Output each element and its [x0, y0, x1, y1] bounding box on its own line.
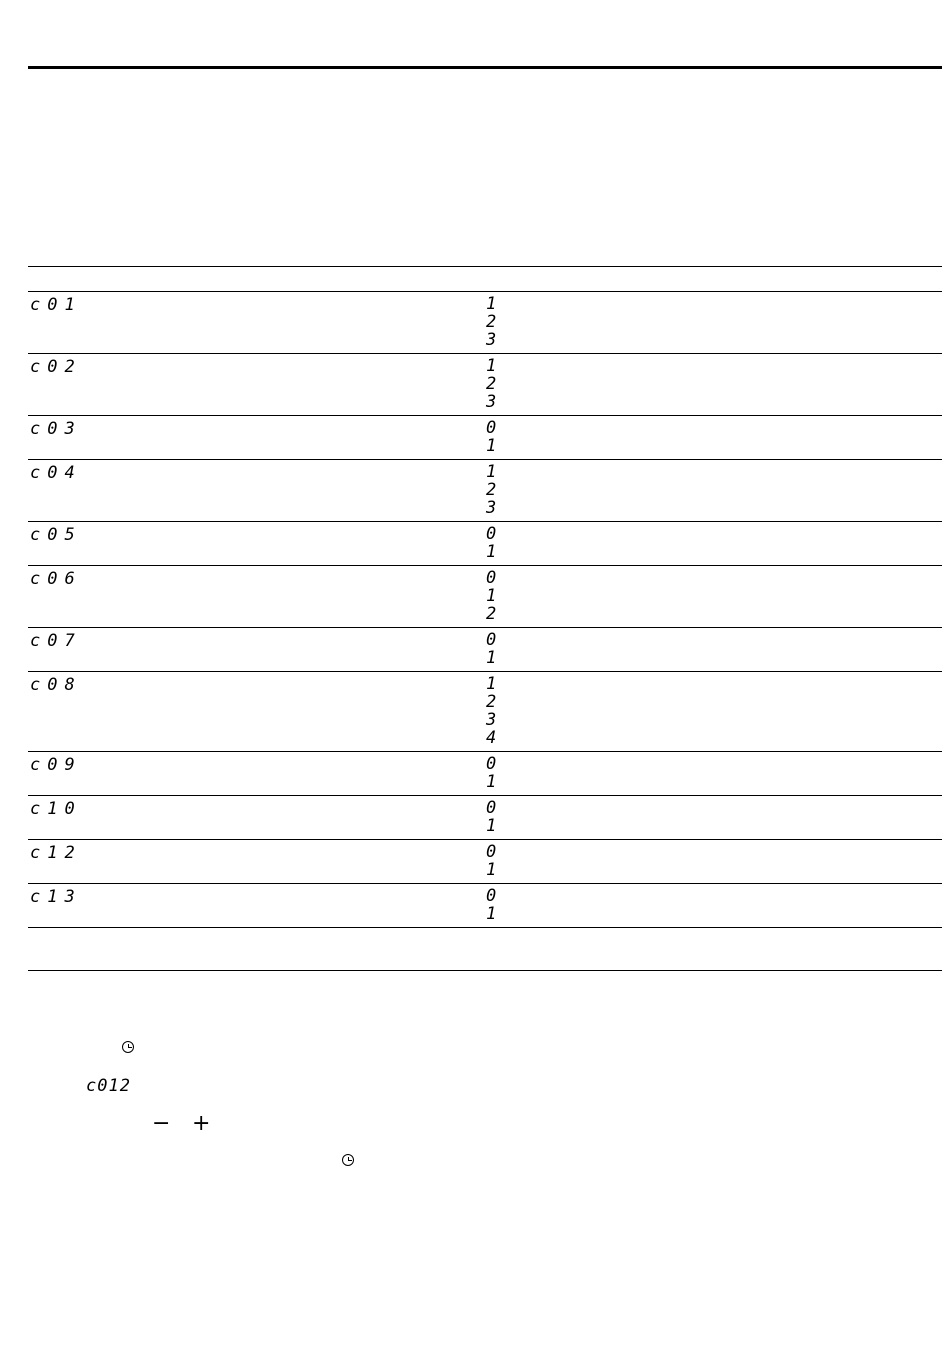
setting-value: 1	[486, 772, 497, 792]
setting-value: 1	[486, 860, 497, 880]
setting-value: 3	[486, 392, 497, 412]
setting-code: c12	[30, 843, 82, 863]
table-row	[28, 796, 942, 840]
setting-code: c01	[30, 295, 82, 315]
setting-code: c09	[30, 755, 82, 775]
table-row	[28, 354, 942, 416]
setting-code: c06	[30, 569, 82, 589]
setting-value: 1	[486, 586, 497, 606]
setting-value: 4	[486, 728, 497, 748]
table-row	[28, 884, 942, 928]
setting-value: 1	[486, 648, 497, 668]
setting-value: 0	[486, 842, 497, 862]
setting-values	[486, 419, 496, 455]
table-row	[28, 522, 942, 566]
setting-value: 0	[486, 418, 497, 438]
setting-value: 0	[486, 798, 497, 818]
setting-code: c08	[30, 675, 82, 695]
setting-values	[486, 295, 496, 349]
setting-value: 2	[486, 692, 497, 712]
setting-values	[486, 755, 496, 791]
top-rule	[28, 66, 942, 69]
settings-table	[28, 266, 942, 971]
clock-icon	[342, 1154, 354, 1166]
setting-code: c04	[30, 463, 82, 483]
table-row	[28, 460, 942, 522]
setting-code: c02	[30, 357, 82, 377]
setting-value: 1	[486, 356, 497, 376]
setting-values	[486, 887, 496, 923]
setting-values	[486, 675, 496, 747]
setting-code: c10	[30, 799, 82, 819]
table-row	[28, 566, 942, 628]
setting-value: 0	[486, 524, 497, 544]
setting-values	[486, 631, 496, 667]
table-row	[28, 628, 942, 672]
setting-value: 3	[486, 710, 497, 730]
setting-code: c03	[30, 419, 82, 439]
setting-value: 2	[486, 480, 497, 500]
setting-code: c05	[30, 525, 82, 545]
clock-icon	[122, 1041, 134, 1053]
setting-value: 1	[486, 436, 497, 456]
setting-value: 0	[486, 886, 497, 906]
setting-value: 1	[486, 674, 497, 694]
table-row	[28, 292, 942, 354]
setting-value: 2	[486, 312, 497, 332]
display-code: c012	[86, 1076, 131, 1096]
setting-value: 1	[486, 816, 497, 836]
setting-value: 1	[486, 462, 497, 482]
setting-value: 2	[486, 604, 497, 624]
setting-values	[486, 799, 496, 835]
setting-value: 2	[486, 374, 497, 394]
minus-icon: −	[152, 1111, 171, 1136]
table-row	[28, 840, 942, 884]
setting-code: c07	[30, 631, 82, 651]
setting-code: c13	[30, 887, 82, 907]
setting-values	[486, 525, 496, 561]
table-body	[28, 292, 942, 928]
setting-value: 1	[486, 904, 497, 924]
setting-value: 3	[486, 498, 497, 518]
table-header	[28, 267, 942, 292]
table-row	[28, 672, 942, 752]
setting-value: 1	[486, 542, 497, 562]
setting-value: 0	[486, 754, 497, 774]
setting-value: 0	[486, 630, 497, 650]
setting-value: 3	[486, 330, 497, 350]
plus-icon: +	[192, 1111, 211, 1136]
table-row	[28, 752, 942, 796]
setting-values	[486, 569, 496, 623]
table-footer	[28, 928, 942, 971]
setting-value: 0	[486, 568, 497, 588]
setting-value: 1	[486, 294, 497, 314]
setting-values	[486, 843, 496, 879]
setting-values	[486, 357, 496, 411]
setting-values	[486, 463, 496, 517]
table-row	[28, 416, 942, 460]
